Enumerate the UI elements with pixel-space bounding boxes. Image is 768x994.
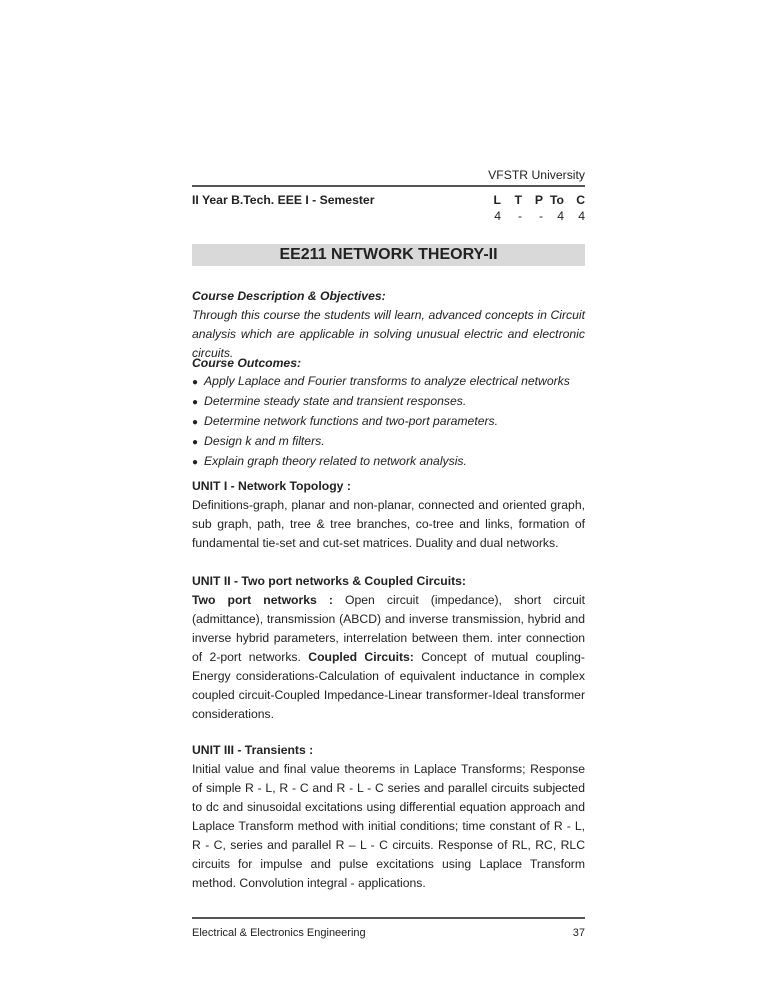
outcome-item: ● Apply Laplace and Fourier transforms to analyze electrical networks <box>192 372 585 392</box>
outcome-item: ● Determine steady state and transient responses. <box>192 392 585 412</box>
ltpc-label: C <box>576 193 585 207</box>
course-title: EE211 NETWORK THEORY-II <box>192 244 585 266</box>
ltpc-value: 4 <box>578 209 585 223</box>
unit1-heading: UNIT I - Network Topology : <box>192 479 351 493</box>
course-outcomes <box>192 354 585 472</box>
unit3-heading: UNIT III - Transients : <box>192 743 314 757</box>
unit-3 <box>192 741 585 893</box>
year-semester: II Year B.Tech. EEE I - Semester <box>192 193 375 207</box>
unit-1 <box>192 477 585 553</box>
university-name: VFSTR University <box>488 168 585 182</box>
unit2-text2: Concept of mutual coupling-Energy considerations-Calculation of equivalent inductance in complex coupled circuit-Coupled Impedance-Linear transformer-Ideal transformer considerations. <box>192 650 585 721</box>
ltpc-value: 4 <box>557 209 564 223</box>
header-rule <box>192 185 585 187</box>
unit2-heading: UNIT II - Two port networks & Coupled Circuits: <box>192 574 466 588</box>
ltpc-value: 4 <box>494 209 501 223</box>
ltpc-label: To <box>550 193 564 207</box>
unit3-text: Initial value and final value theorems in Laplace Transforms; Response of simple R - L, R - C and R - L - C series and parallel circuits subjected to dc and sinusoidal excitations using differential equation approach and Laplace Transform method with initial conditions; time constant of R - L, R - C, series and parallel R – L - C circuits. Response of RL, RC, RLC circuits for impulse and pulse excitations using Laplace Transform method. Convolution integral - applications. <box>192 762 585 890</box>
ltpc-value: - <box>538 209 543 223</box>
unit2-text1: Open circuit (impedance), short circuit (admittance), transmission (ABCD) and inverse transmission, hybrid and inverse hybrid parameters, interrelation between them. inter connection of 2-port networks. <box>192 593 585 664</box>
description-text: Through this course the students will learn, advanced concepts in Circuit analysis which are applicable in solving unusual electric and electronic circuits. <box>192 308 585 360</box>
ltpc-label: L <box>493 193 501 207</box>
outcome-item: ● Determine network functions and two-port parameters. <box>192 412 585 432</box>
footer-department: Electrical & Electronics Engineering <box>192 927 366 939</box>
outcomes-heading: Course Outcomes: <box>192 356 302 370</box>
course-description <box>192 287 585 363</box>
unit2-sub1: Two port networks : <box>192 593 333 607</box>
page-number: 37 <box>572 927 585 939</box>
ltpc-values <box>480 209 585 223</box>
ltpc-label: P <box>534 193 543 207</box>
footer-rule <box>192 917 585 919</box>
ltpc-labels <box>480 193 585 207</box>
description-heading: Course Description & Objectives: <box>192 289 386 303</box>
outcome-item: ● Explain graph theory related to network analysis. <box>192 452 585 472</box>
outcome-item: ● Design k and m filters. <box>192 432 585 452</box>
unit1-text: Definitions-graph, planar and non-planar, connected and oriented graph, sub graph, path, tree & tree branches, co-tree and links, formation of fundamental tie-set and cut-set matrices. Duality and dual networks. <box>192 498 585 550</box>
ltpc-value: - <box>517 209 522 223</box>
ltpc-label: T <box>514 193 522 207</box>
unit2-sub2: Coupled Circuits: <box>308 650 414 664</box>
unit-2 <box>192 572 585 724</box>
